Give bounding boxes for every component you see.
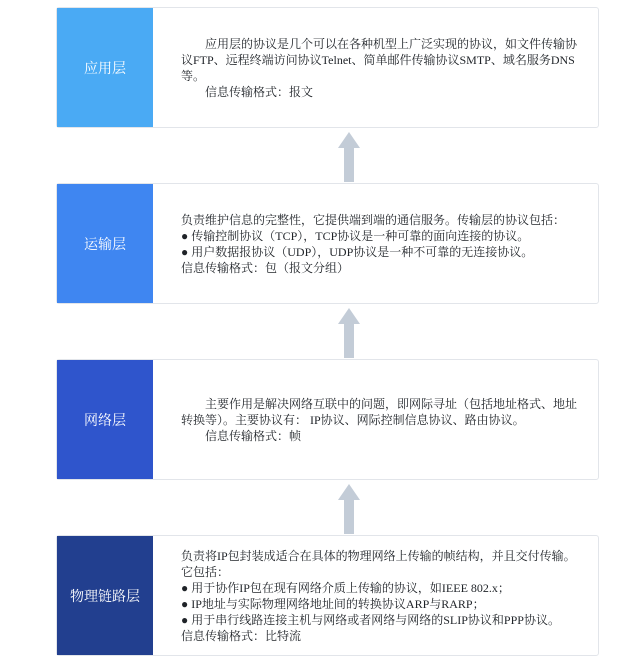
description-line: 应用层的协议是几个可以在各种机型上广泛实现的协议，如文件传输协议FTP、远程终端访问协议Telnet、简单邮件传输协议SMTP、域名服务DNS等。 xyxy=(181,36,578,83)
layer-label-physical-link: 物理链路层 xyxy=(57,536,153,655)
layer-description-network xyxy=(181,360,578,479)
layer-box-application xyxy=(56,7,599,128)
description-line: 信息传输格式：报文 xyxy=(181,84,314,99)
layer-description-physical-link xyxy=(181,536,578,655)
arrow-shape xyxy=(338,308,360,358)
description-line: 信息传输格式：帧 xyxy=(181,428,302,443)
description-line: ● 用户数据报协议（UDP），UDP协议是一种不可靠的无连接协议。 xyxy=(181,244,534,259)
description-line: 负责维护信息的完整性，它提供端到端的通信服务。传输层的协议包括： xyxy=(181,212,566,227)
layer-box-network xyxy=(56,359,599,480)
layer-box-transport xyxy=(56,183,599,304)
description-line: 信息传输格式：包（报文分组） xyxy=(181,260,350,275)
description-line: ● IP地址与实际物理网络地址间的转换协议ARP与RARP； xyxy=(181,596,485,611)
description-line: ● 用于协作IP包在现有网络介质上传输的协议，如IEEE 802.x； xyxy=(181,580,510,595)
description-line: 负责将IP包封装成适合在具体的物理网络上传输的帧结构，并且交付传输。它包括： xyxy=(181,548,576,579)
description-line: 信息传输格式：比特流 xyxy=(181,628,302,643)
arrow-shape xyxy=(338,132,360,182)
up-arrow-icon xyxy=(338,484,360,534)
layer-label-network: 网络层 xyxy=(57,360,153,479)
up-arrow-icon xyxy=(338,308,360,358)
description-line: 主要作用是解决网络互联中的问题，即网际寻址（包括地址格式、地址转换等）。主要协议有： IP协议、网际控制信息协议、路由协议。 xyxy=(181,396,578,427)
layer-label-transport: 运输层 xyxy=(57,184,153,303)
up-arrow-icon xyxy=(338,132,360,182)
layer-label-application: 应用层 xyxy=(57,8,153,127)
layer-box-physical-link xyxy=(56,535,599,656)
layer-description-transport xyxy=(181,184,578,303)
layer-description-application xyxy=(181,8,578,127)
description-line: ● 用于串行线路连接主机与网络或者网络与网络的SLIP协议和PPP协议。 xyxy=(181,612,560,627)
description-line: ● 传输控制协议（TCP），TCP协议是一种可靠的面向连接的协议。 xyxy=(181,228,530,243)
arrow-shape xyxy=(338,484,360,534)
